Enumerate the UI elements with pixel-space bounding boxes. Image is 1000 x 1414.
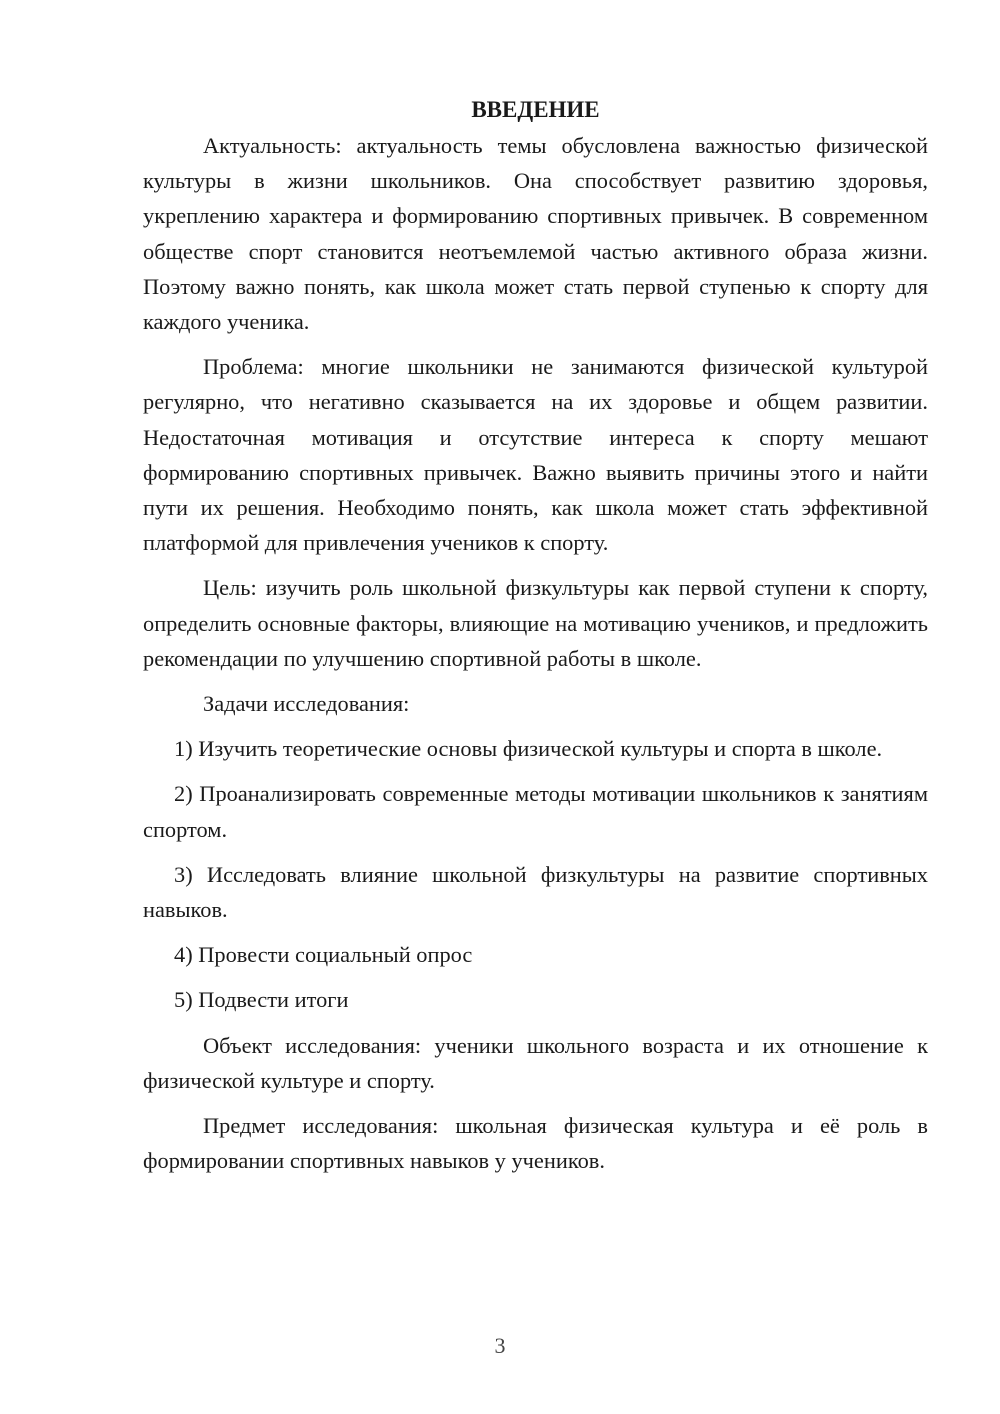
page-heading: ВВЕДЕНИЕ bbox=[471, 97, 600, 122]
document-page bbox=[143, 92, 928, 1188]
tasks-list bbox=[143, 731, 928, 1017]
problem-paragraph: Проблема: многие школьники не занимаются физической культурой регулярно, что негативно сказывается на их здоровье и общем развитии. Недостаточная мотивация и отсутствие интереса к спорту мешают формированию спортивных привычек. Важно выявить причины этого и найти пути их решения. Необходимо понять, как школа может стать эффективной платформой для привлечения учеников к спорту. bbox=[143, 354, 928, 556]
page-number: 3 bbox=[494, 1333, 506, 1358]
object-paragraph: Объект исследования: ученики школьного возраста и их отношение к физической культуре и спорту. bbox=[143, 1032, 928, 1093]
subject-paragraph: Предмет исследования: школьная физическая культура и её роль в формировании спортивных навыков у учеников. bbox=[143, 1113, 928, 1174]
tasks-title: Задачи исследования: bbox=[203, 691, 410, 717]
task-item: 4) Провести социальный опрос bbox=[174, 942, 473, 968]
task-item: 3) Исследовать влияние школьной физкультуры на развитие спортивных навыков. bbox=[143, 861, 928, 923]
task-item: 2) Проанализировать современные методы мотивации школьников к занятиям спортом. bbox=[143, 781, 928, 842]
task-item: 5) Подвести итоги bbox=[174, 987, 349, 1013]
task-item: 1) Изучить теоретические основы физической культуры и спорта в школе. bbox=[174, 736, 883, 762]
relevance-paragraph: Актуальность: актуальность темы обусловлена важностью физической культуры в жизни школьников. Она способствует развитию здоровья, укреплению характера и формированию спортивных привычек. В современном обществе спорт становится неотъемлемой частью активного образа жизни. Поэтому важно понять, как школа может стать первой ступенью к спорту для каждого ученика. bbox=[143, 133, 928, 335]
goal-paragraph: Цель: изучить роль школьной физкультуры как первой ступени к спорту, определить основные факторы, влияющие на мотивацию учеников, и предложить рекомендации по улучшению спортивной работы в школе. bbox=[143, 575, 928, 671]
